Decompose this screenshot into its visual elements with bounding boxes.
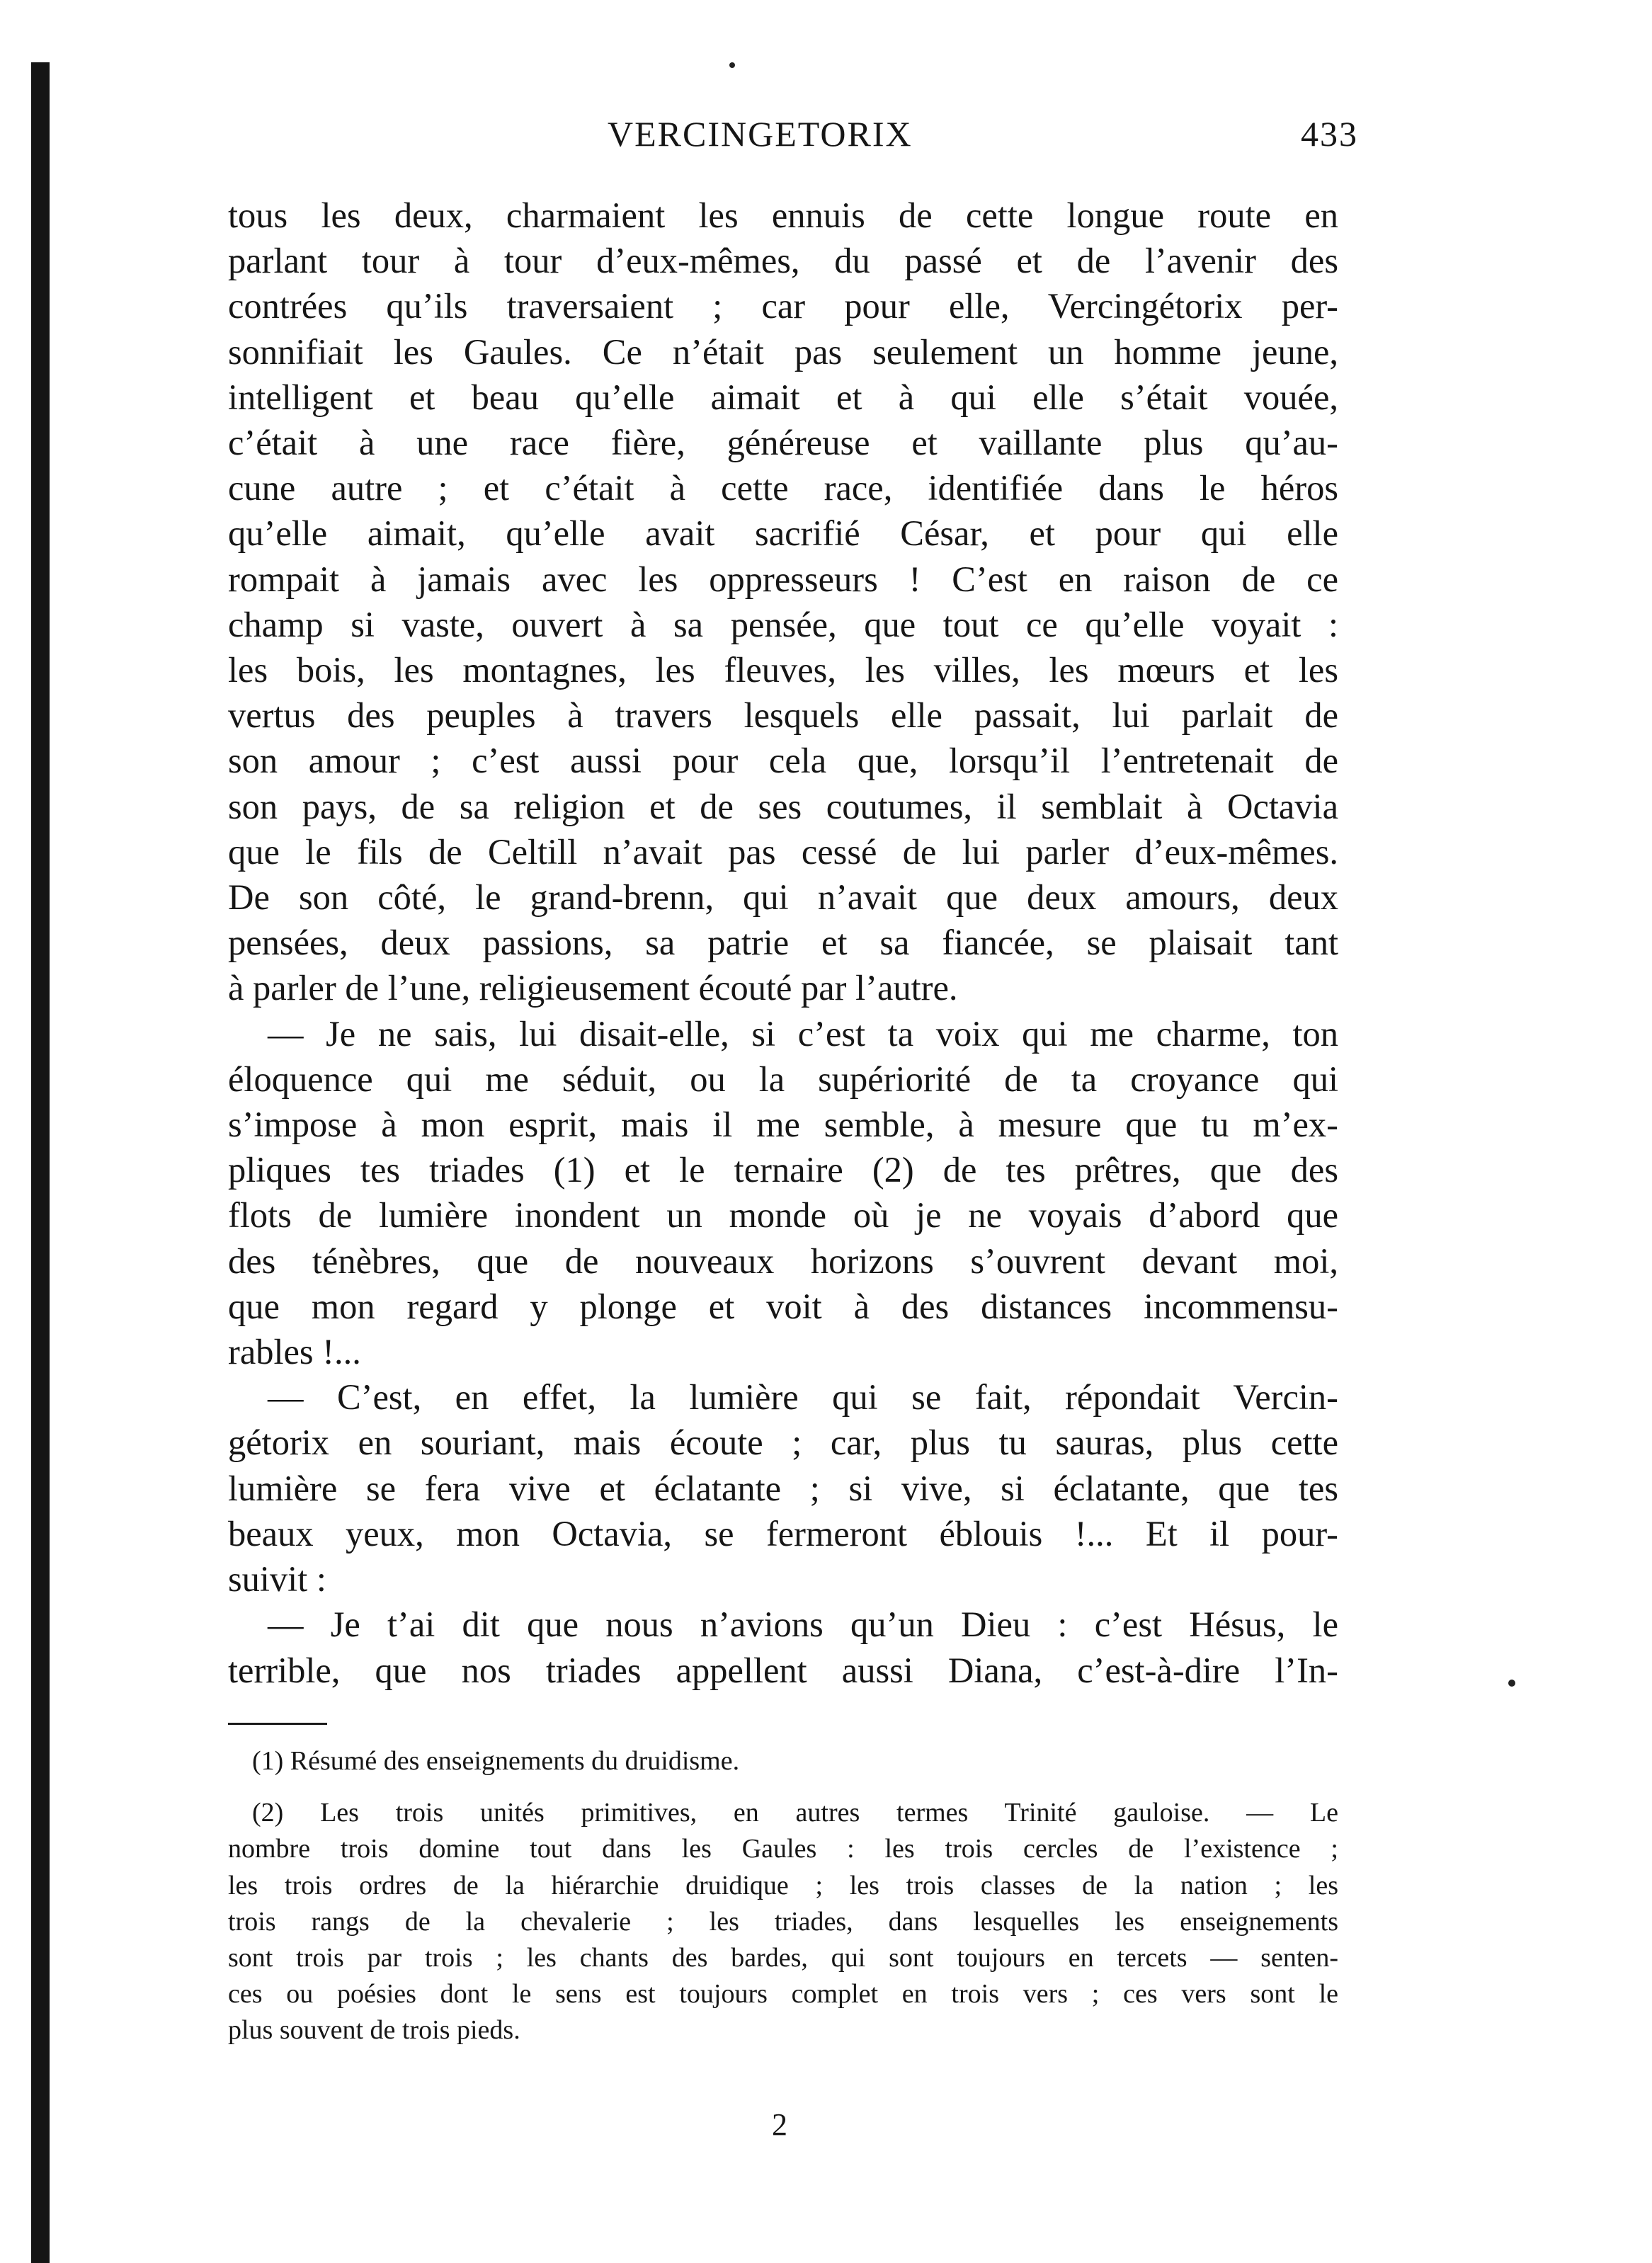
text-line: pensées, deux passions, sa patrie et sa fiancée, se plaisait tant [228,923,1338,963]
page-number: 433 [1301,114,1358,154]
footnote-line: trois rangs de la chevalerie ; les triades, dans lesquelles les enseignements [228,1906,1338,1937]
footnote-line: les trois ordres de la hiérarchie druidique ; les trois classes de la nation ; les [228,1870,1338,1900]
footnote-1: (1) Résumé des enseignements du druidisme. [252,1746,740,1776]
text-line: flots de lumière inondent un monde où je ne voyais d’abord que [228,1195,1338,1236]
footnote-line: plus souvent de trois pieds. [228,2015,520,2046]
footnote-line: sont trois par trois ; les chants des bardes, qui sont toujours en tercets — senten- [228,1943,1338,1973]
text-line: — C’est, en effet, la lumière qui se fait, répondait Vercin- [268,1377,1338,1418]
ink-speck [729,62,735,68]
text-line: qu’elle aimait, qu’elle avait sacrifié César, et pour qui elle [228,513,1338,554]
text-line: les bois, les montagnes, les fleuves, les villes, les mœurs et les [228,650,1338,690]
footnote-line: nombre trois domine tout dans les Gaules : les trois cercles de l’existence ; [228,1834,1338,1864]
text-line: lumière se fera vive et éclatante ; si vive, si éclatante, que tes [228,1468,1338,1508]
paragraph-2 [228,1011,1338,1375]
text-line: suivit : [228,1559,326,1600]
text-line: rables !... [228,1332,361,1372]
text-line: des ténèbres, que de nouveaux horizons s’ouvrent devant moi, [228,1241,1338,1281]
main-text [228,193,1338,1693]
text-line: intelligent et beau qu’elle aimait et à qui elle s’était vouée, [228,377,1338,417]
footnotes [228,1743,1338,2049]
footnote-line: ces ou poésies dont le sens est toujours complet en trois vers ; ces vers sont le [228,1979,1338,2010]
footnote-separator [228,1723,327,1725]
text-line: s’impose à mon esprit, mais il me semble, à mesure que tu m’ex- [228,1105,1338,1145]
footnote-line: (2) Les trois unités primitives, en autres termes Trinité gauloise. — Le [252,1798,1338,1828]
text-line: rompait à jamais avec les oppresseurs ! C’est en raison de ce [228,559,1338,599]
paragraph-3 [228,1374,1338,1602]
signature-mark: 2 [772,2107,787,2142]
text-line: parlant tour à tour d’eux-mêmes, du passé et de l’avenir des [228,241,1338,281]
text-line: beaux yeux, mon Octavia, se fermeront éblouis !... Et il pour- [228,1513,1338,1554]
book-spine-shadow [31,62,50,2263]
text-line: terrible, que nos triades appellent aussi Diana, c’est-à-dire l’In- [228,1650,1338,1690]
text-line: pliques tes triades (1) et le ternaire (2) de tes prêtres, que des [228,1150,1338,1190]
paragraph-1 [228,193,1338,1011]
text-line: que mon regard y plonge et voit à des distances incommensu- [228,1286,1338,1326]
text-line: De son côté, le grand-brenn, qui n’avait que deux amours, deux [228,877,1338,918]
text-line: vertus des peuples à travers lesquels elle passait, lui parlait de [228,695,1338,736]
text-line: tous les deux, charmaient les ennuis de cette longue route en [228,195,1338,235]
footnote-2 [228,1795,1338,2048]
text-line: c’était à une race fière, généreuse et vaillante plus qu’au- [228,423,1338,463]
text-line: sonnifiait les Gaules. Ce n’était pas seulement un homme jeune, [228,331,1338,372]
text-line: — Je ne sais, lui disait-elle, si c’est ta voix qui me charme, ton [268,1013,1338,1054]
page-header [225,106,1358,163]
text-line: à parler de l’une, religieusement écouté par l’autre. [228,968,958,1008]
text-line: son pays, de sa religion et de ses coutumes, il semblait à Octavia [228,786,1338,826]
paragraph-4 [228,1602,1338,1692]
text-line: contrées qu’ils traversaient ; car pour elle, Vercingétorix per- [228,286,1338,326]
ink-speck [1508,1680,1515,1687]
text-line: que le fils de Celtill n’avait pas cessé de lui parler d’eux-mêmes. [228,831,1338,872]
text-line: gétorix en souriant, mais écoute ; car, plus tu sauras, plus cette [228,1423,1338,1463]
running-title: VERCINGETORIX [608,114,913,154]
text-line: cune autre ; et c’était à cette race, identifiée dans le héros [228,468,1338,508]
text-line: — Je t’ai dit que nous n’avions qu’un Dieu : c’est Hésus, le [268,1604,1338,1645]
text-line: son amour ; c’est aussi pour cela que, lorsqu’il l’entretenait de [228,741,1338,781]
text-line: champ si vaste, ouvert à sa pensée, que tout ce qu’elle voyait : [228,604,1338,644]
text-line: éloquence qui me séduit, ou la supériorité de ta croyance qui [228,1059,1338,1099]
